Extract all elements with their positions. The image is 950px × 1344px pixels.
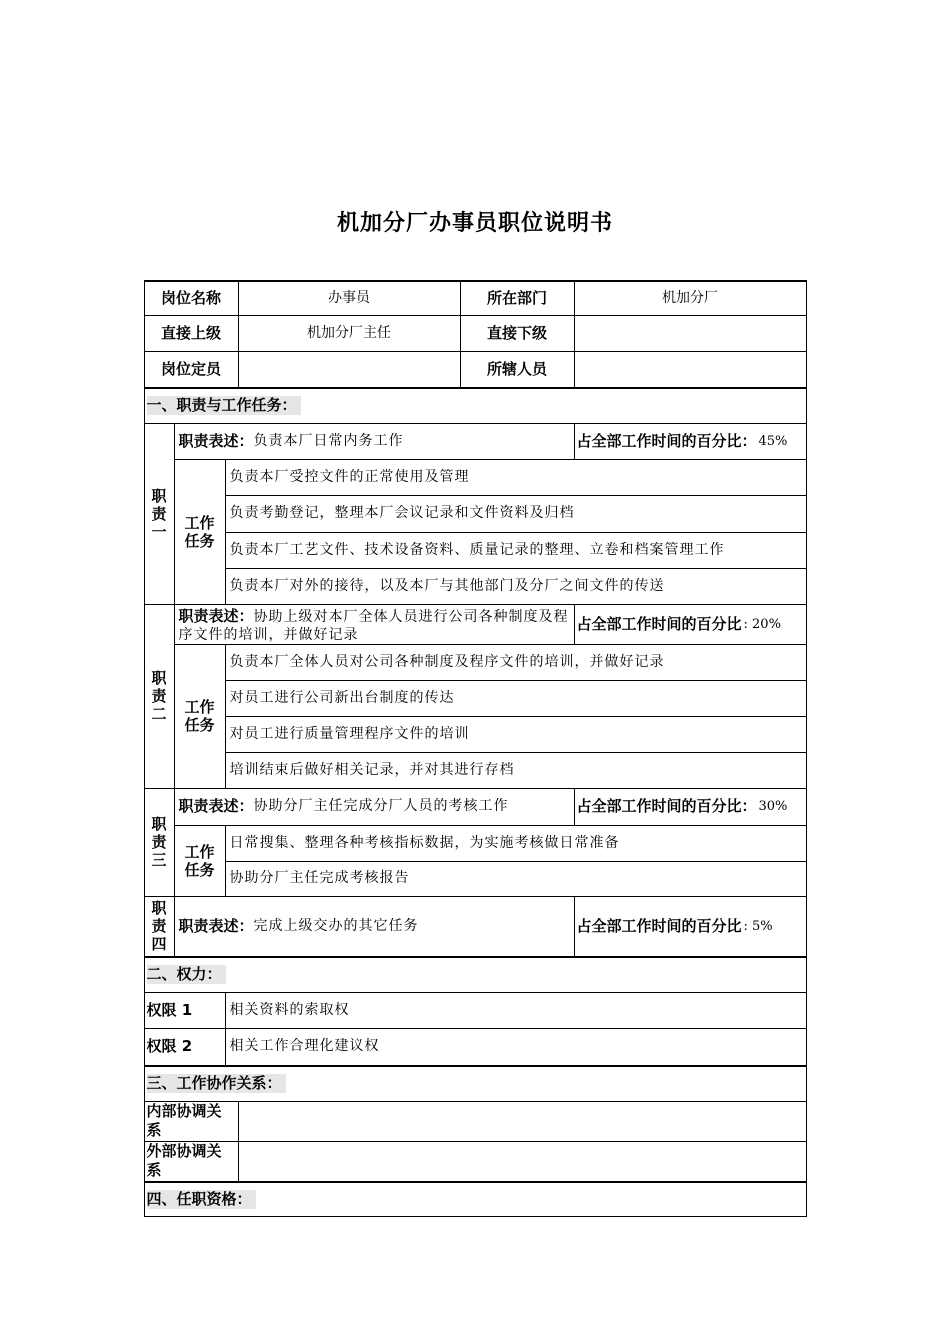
power-2-value: 相关工作合理化建议权 <box>225 1028 807 1066</box>
page-title: 机加分厂办事员职位说明书 <box>336 211 613 236</box>
power-1-value: 相关资料的索取权 <box>225 992 807 1029</box>
relation-external-value <box>238 1141 807 1182</box>
staff-label: 所辖人员 <box>460 351 575 388</box>
section-duties-heading: 一、职责与工作任务： <box>144 387 807 424</box>
duty-4-desc: 职责表述： 完成上级交办的其它任务 <box>174 896 575 957</box>
duty-2-desc: 职责表述：协助上级对本厂全体人员进行公司各种制度及程序文件的培训，并做好记录 <box>174 604 575 645</box>
relation-internal-value <box>238 1101 807 1142</box>
quota-label: 岗位定员 <box>144 351 239 388</box>
quota-value <box>238 351 461 388</box>
duty-1-task-3: 负责本厂工艺文件、技术设备资料、质量记录的整理、立卷和档案管理工作 <box>225 532 807 569</box>
duty-3-pct: 占全部工作时间的百分比： 30% <box>574 788 807 826</box>
power-2-label: 权限 2 <box>144 1028 226 1066</box>
subordinate-value <box>574 315 807 352</box>
duty-2-task-label: 工作 任务 <box>174 644 226 789</box>
relation-external-label: 外部协调关系 <box>144 1141 239 1182</box>
duty-3-desc: 职责表述： 协助分厂主任完成分厂人员的考核工作 <box>174 788 575 826</box>
post-name-value: 办事员 <box>238 280 461 316</box>
duty-1-pct: 占全部工作时间的百分比： 45% <box>574 423 807 460</box>
power-1-label: 权限 1 <box>144 992 226 1029</box>
duty-3-task-label: 工作 任务 <box>174 825 226 897</box>
section-relations-heading: 三、工作协作关系： <box>144 1065 807 1102</box>
duty-2-task-1: 负责本厂全体人员对公司各种制度及程序文件的培训，并做好记录 <box>225 644 807 681</box>
duty-3-name: 职 责 三 <box>144 788 175 897</box>
duty-2-name: 职 责 二 <box>144 604 175 789</box>
dept-value: 机加分厂 <box>574 280 807 316</box>
section-qualifications-heading: 四、任职资格： <box>144 1181 807 1217</box>
duty-1-name: 职 责 一 <box>144 423 175 605</box>
duty-1-desc: 职责表述： 负责本厂日常内务工作 <box>174 423 575 460</box>
superior-value: 机加分厂主任 <box>238 315 461 352</box>
duty-2-task-3: 对员工进行质量管理程序文件的培训 <box>225 716 807 753</box>
duty-1-task-1: 负责本厂受控文件的正常使用及管理 <box>225 459 807 496</box>
section-power-heading: 二、权力： <box>144 956 807 993</box>
duty-3-task-2: 协助分厂主任完成考核报告 <box>225 861 807 897</box>
superior-label: 直接上级 <box>144 315 239 352</box>
relation-internal-label: 内部协调关系 <box>144 1101 239 1142</box>
duty-4-name: 职 责 四 <box>144 896 175 957</box>
subordinate-label: 直接下级 <box>460 315 575 352</box>
duty-4-pct: 占全部工作时间的百分比 : 5% <box>574 896 807 957</box>
duty-2-task-4: 培训结束后做好相关记录，并对其进行存档 <box>225 752 807 789</box>
duty-1-task-2: 负责考勤登记，整理本厂会议记录和文件资料及归档 <box>225 495 807 533</box>
staff-value <box>574 351 807 388</box>
duty-3-task-1: 日常搜集、整理各种考核指标数据，为实施考核做日常准备 <box>225 825 807 862</box>
post-name-label: 岗位名称 <box>144 280 239 316</box>
dept-label: 所在部门 <box>460 280 575 316</box>
duty-1-task-label: 工作 任务 <box>174 459 226 605</box>
duty-2-task-2: 对员工进行公司新出台制度的传达 <box>225 680 807 717</box>
duty-1-task-4: 负责本厂对外的接待，以及本厂与其他部门及分厂之间文件的传送 <box>225 568 807 605</box>
duty-2-pct: 占全部工作时间的百分比 : 20% <box>574 604 807 645</box>
